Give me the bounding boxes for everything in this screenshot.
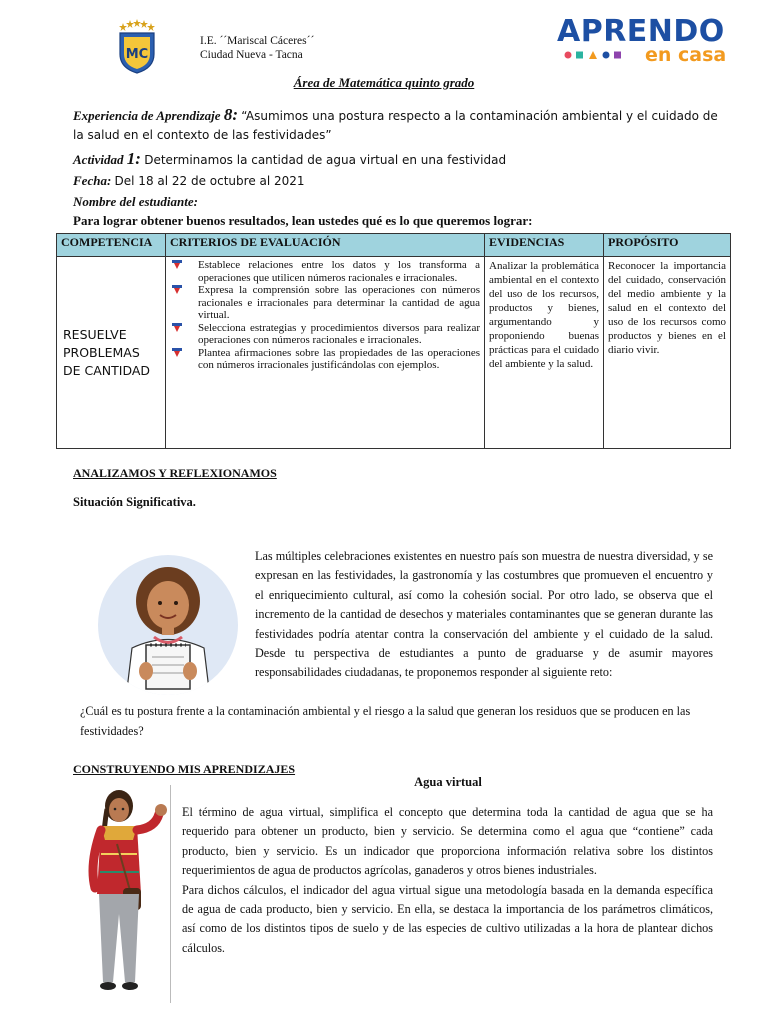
analizamos-heading: ANALIZAMOS Y REFLEXIONAMOS (73, 466, 277, 480)
table-header-row (57, 234, 731, 257)
header-proposito: PROPÓSITO (604, 234, 731, 257)
header-competencia: COMPETENCIA (57, 234, 166, 257)
experiencia-text-1: “Asumimos una postura respecto a la contaminación ambiental y el cuidado de (241, 109, 718, 123)
criterio-item: Plantea afirmaciones sobre las propiedades de las operaciones con números irracionales justificándolas con ejemplos. (170, 347, 480, 372)
experiencia-text-2: la salud en el contexto de las festividades” (73, 128, 332, 142)
aprendo-wordmark: APRENDO (557, 14, 725, 49)
fecha-text: Del 18 al 22 de octubre al 2021 (114, 174, 305, 188)
agua-paragraph-2: Para dichos cálculos, el indicador del agua virtual sigue una metodología basada en la demanda específica de agua de cada producto, bien y servicio. En ella, se destaca la importancia de los parámetros climáticos, así como de los distintos tipos de suelo y de las especies de cultivo utilizadas a la hora de plantear dichos cálculos. (182, 882, 713, 955)
evidencias-cell (485, 257, 604, 449)
criterios-list (170, 259, 480, 372)
agua-virtual-title: Agua virtual (414, 775, 482, 789)
reto-question: ¿Cuál es tu postura frente a la contaminación ambiental y el riesgo a la salud que generan los residuos que se producen en las festividades? (80, 704, 691, 738)
criterio-item: Selecciona estrategias y procedimientos diversos para realizar operaciones con números racionales e irracionales. (170, 322, 480, 347)
header-evidencias: EVIDENCIAS (485, 234, 604, 257)
bullet-arrow-icon (172, 323, 182, 337)
criterio-item: Establece relaciones entre los datos y los transforma a operaciones que utilicen números racionales e irracionales. (170, 259, 480, 284)
school-city: Ciudad Nueva - Tacna (200, 49, 303, 61)
school-name: I.E. ´´Mariscal Cáceres´´ (200, 35, 315, 47)
proposito-text: Reconocer la importancia del cuidado, conservación del medio ambiente y la salud en el contexto del uso de los recursos como productos y bienes en el diario vivir. (608, 260, 726, 356)
logo-shapes-icon (563, 49, 633, 61)
proposito-cell (604, 257, 731, 449)
actividad-number: 1: (126, 149, 141, 168)
experiencia-block (73, 104, 718, 127)
competencias-table (56, 233, 731, 449)
criterios-cell (166, 257, 485, 449)
experiencia-number: 8: (223, 105, 238, 124)
fecha-label: Fecha: (73, 173, 112, 188)
experiencia-label: Experiencia de Aprendizaje (73, 108, 221, 123)
table-row (57, 257, 731, 449)
school-crest-icon (118, 18, 156, 74)
agua-virtual-text (182, 803, 713, 958)
actividad-text: Determinamos la cantidad de agua virtual en una festividad (144, 153, 507, 167)
student-with-notebook-illustration (96, 553, 241, 698)
bullet-arrow-icon (172, 260, 182, 274)
intro-text: Para lograr obtener buenos resultados, lean ustedes qué es lo que queremos lograr: (73, 213, 533, 228)
situacion-text: Las múltiples celebraciones existentes en nuestro país son muestra de nuestra diversidad, y se expresan en las festividades, la gastronomía y las costumbres que promueven el encuentro y el enriquecimiento cultural, así como la cohesión social. Por otro lado, se observa que el incremento de la cantidad de desechos y materiales contaminantes que se generan durante las festividades podría atentar contra la conservación del ambiente y el cuidado de la salud. Desde tu perspectiva de estudiantes a punto de graduarse y de asumir mayores responsabilidades ciudadanas, te proponemos responder al siguiente reto: (255, 549, 713, 680)
bullet-arrow-icon (172, 285, 182, 299)
header-criterios: CRITERIOS DE EVALUACIÓN (166, 234, 485, 257)
evidencias-text: Analizar la problemática ambiental en el contexto del uso de los recursos, productos y bienes, argumentando y proponiendo buenas prácticas para el cuidado del ambiente y la salud. (489, 260, 599, 370)
encasa-wordmark: en casa (645, 44, 727, 66)
school-info (200, 34, 314, 62)
andean-woman-illustration (71, 784, 173, 1002)
criterio-item: Expresa la comprensión sobre las operaciones con números racionales e irracionales para determinar la cantidad de agua virtual. (170, 284, 480, 322)
actividad-block (73, 149, 506, 169)
illustration-divider (170, 785, 171, 1003)
agua-paragraph-1: El término de agua virtual, simplifica el concepto que determina toda la cantidad de agua que se ha requerido para obtener un producto, bien y servicio. Se determina como el agua que “contiene” cada producto, bien y servicio. Es un indicador que proporciona información relativa sobre los distintos requerimientos de agua de productos agrícolas, ganaderos y otros bienes industriales. (182, 805, 713, 878)
situacion-heading: Situación Significativa. (73, 495, 196, 509)
aprendo-en-casa-logo (557, 14, 727, 66)
school-crest-text: MC (125, 47, 149, 62)
competencia-text: RESUELVE PROBLEMAS DE CANTIDAD (63, 326, 151, 378)
nombre-label: Nombre del estudiante: (73, 194, 198, 209)
area-title: Área de Matemática quinto grado (293, 75, 475, 90)
fecha-block (73, 173, 305, 189)
bullet-arrow-icon (172, 348, 182, 362)
competencia-cell (57, 257, 166, 449)
actividad-label: Actividad (73, 152, 124, 167)
construyendo-heading: CONSTRUYENDO MIS APRENDIZAJES (73, 762, 296, 776)
